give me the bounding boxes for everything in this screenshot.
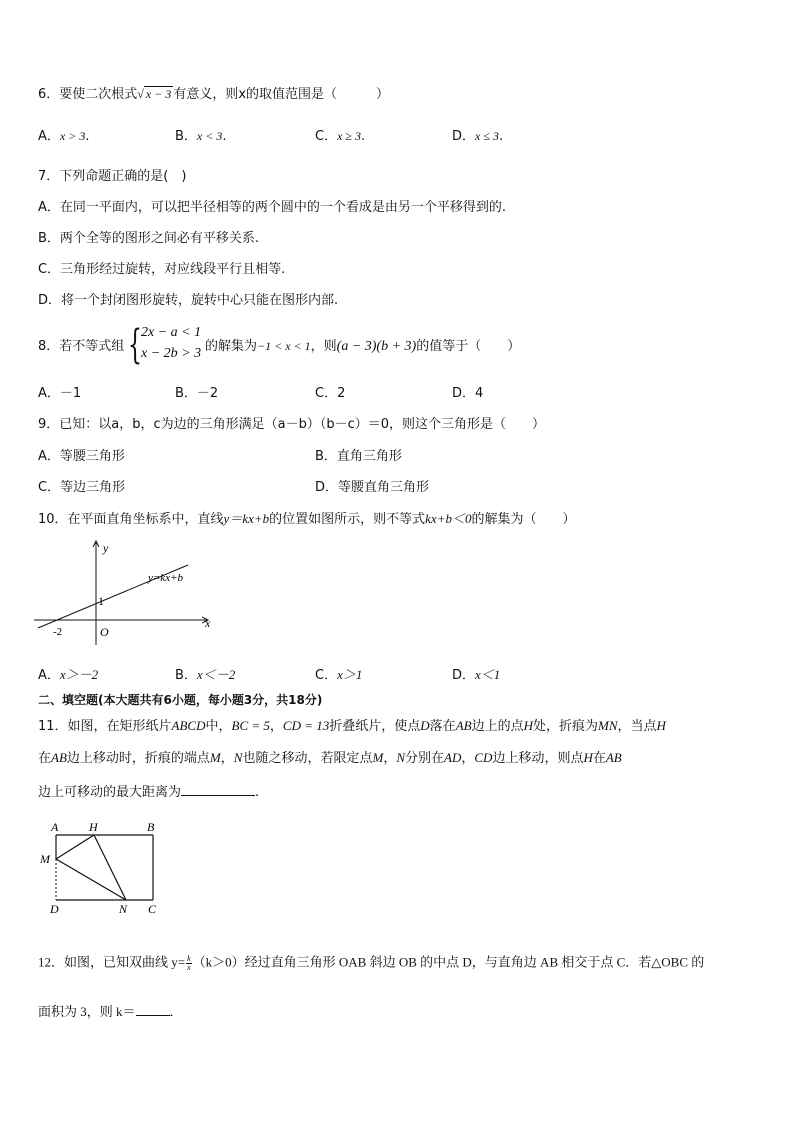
text: ， <box>461 751 475 766</box>
question-10-stem <box>38 512 576 526</box>
option-letter: A． <box>38 129 60 144</box>
q10-line-eq: y＝kx+b <box>223 511 270 526</box>
math: BC = 5 <box>231 718 270 733</box>
section-2-title: 二、填空题(本大题共有6小题，每小题3分，共18分) <box>38 693 323 707</box>
q8-option-c: C．2 <box>315 386 346 401</box>
y-axis-label: y <box>103 541 109 555</box>
text: ， <box>383 751 397 766</box>
q8-range: −1 < x < 1 <box>257 339 311 353</box>
option-math: x＜1 <box>475 667 501 682</box>
q12-line-1 <box>38 955 704 972</box>
math: CD <box>474 750 493 765</box>
option-tail: . <box>361 129 366 144</box>
origin-label: O <box>100 625 109 639</box>
text: 12．如图，已知双曲线 y= <box>38 954 186 970</box>
label-b: B <box>147 820 155 834</box>
q10-stem-pre: 10．在平面直角坐标系中，直线 <box>38 512 224 527</box>
q10-coordinate-figure <box>30 535 230 647</box>
q6-stem-pre: 6．要使二次根式 <box>38 87 138 102</box>
q8-brace: { <box>128 322 142 368</box>
q8-system-line-1: 2x − a < 1 <box>141 325 202 340</box>
text: 在 <box>592 751 606 766</box>
question-6 <box>38 88 389 108</box>
q7-option-b: B．两个全等的图形之间必有平移关系. <box>38 231 260 246</box>
text: （k＞0）经过直角三角形 OAB 斜边 OB 的中点 D，与直角边 AB 相交于点 C．若△OBC 的 <box>192 954 705 970</box>
q10-option-b <box>175 668 235 682</box>
q10-option-a <box>38 668 98 682</box>
option-math: x＞1 <box>337 667 363 682</box>
q6-stem-post: 有意义，则x的取值范围是（ ） <box>173 87 390 102</box>
q10-option-d <box>452 668 500 682</box>
text: . <box>255 785 260 800</box>
math: H <box>523 718 533 733</box>
text: ，当点 <box>617 719 657 734</box>
math: H <box>583 750 593 765</box>
q9-option-d: D．等腰直角三角形 <box>315 480 430 495</box>
fraction <box>186 955 192 972</box>
q8-option-a: A．－1 <box>38 386 82 401</box>
label-n: N <box>119 902 128 916</box>
q7-option-c: C．三角形经过旋转，对应线段平行且相等. <box>38 262 286 277</box>
option-letter: C． <box>315 668 338 683</box>
x-axis-label: x <box>205 616 211 630</box>
line-label: y=kx+b <box>148 572 183 584</box>
q11-line-3 <box>38 783 259 799</box>
math: M <box>209 750 221 765</box>
x-intercept-label: -2 <box>53 626 63 638</box>
text: ． <box>169 1004 183 1019</box>
text: 11．如图，在矩形纸片 <box>38 719 172 734</box>
math: AB <box>51 750 67 765</box>
math: M <box>372 750 384 765</box>
q6-option-b <box>175 130 227 143</box>
label-h: H <box>89 820 98 834</box>
q6-option-c <box>315 130 365 143</box>
answer-blank <box>136 1003 170 1016</box>
math: N <box>396 750 405 765</box>
option-math: x＞－2 <box>59 667 99 682</box>
question-7-stem: 7．下列命题正确的是( ) <box>38 169 187 184</box>
q9-option-b: B．直角三角形 <box>315 449 402 464</box>
option-tail: . <box>498 129 504 144</box>
q11-line-2 <box>38 751 622 765</box>
option-tail: . <box>222 129 227 144</box>
q6-sqrt: √ x − 3 <box>137 87 172 101</box>
answer-blank <box>181 783 255 796</box>
math: CD = 13 <box>282 718 330 733</box>
q8-stem-pre: 8．若不等式组 <box>38 339 125 354</box>
label-m: M <box>40 852 50 866</box>
math: N <box>233 750 243 765</box>
q6-radicand: x − 3 <box>145 87 172 101</box>
option-letter: D． <box>452 668 476 683</box>
q11-rectangle-figure <box>36 818 166 918</box>
math: H <box>656 718 666 733</box>
text: 分别在 <box>405 751 445 766</box>
option-letter: B． <box>175 668 197 683</box>
option-letter: A． <box>38 668 60 683</box>
math: MN <box>598 718 618 733</box>
option-tail: . <box>85 129 90 144</box>
option-letter: D． <box>452 129 476 144</box>
segment-mh <box>56 835 94 859</box>
q10-option-c <box>315 668 362 682</box>
text: 也随之移动，若限定点 <box>242 751 373 766</box>
text: ， <box>220 751 234 766</box>
q8-option-d: D．4 <box>452 386 484 401</box>
text: ， <box>269 719 283 734</box>
math: D <box>420 718 430 733</box>
option-math: x ≥ 3 <box>337 129 361 143</box>
label-a: A <box>51 820 59 834</box>
math: AB <box>605 750 622 765</box>
math: AB <box>455 718 472 733</box>
q12-line-2 <box>38 1003 183 1018</box>
option-letter: C． <box>315 129 338 144</box>
q9-option-c: C．等边三角形 <box>38 480 126 495</box>
option-letter: B． <box>175 129 197 144</box>
text: 边上移动，则点 <box>492 751 584 766</box>
text: 边上的点 <box>471 719 524 734</box>
q8-system-line-2: x − 2b > 3 <box>141 346 202 361</box>
text: 折叠纸片，使点 <box>329 719 421 734</box>
text: 落在 <box>429 719 456 734</box>
text: 处，折痕为 <box>532 719 598 734</box>
text: 面积为 3，则 k＝ <box>38 1004 136 1019</box>
q6-option-d <box>452 130 503 143</box>
q7-option-a: A．在同一平面内，可以把半径相等的两个圆中的一个看成是由另一个平移得到的. <box>38 200 507 215</box>
q10-inequality: kx+b＜0 <box>425 511 472 526</box>
text: 边上可移动的最大距离为 <box>38 785 182 800</box>
option-math: x < 3 <box>196 129 223 143</box>
math: AD <box>444 750 462 765</box>
q6-option-a <box>38 130 89 143</box>
text: 在 <box>38 751 52 766</box>
q10-stem-post: 的解集为（ ） <box>471 512 576 527</box>
label-c: C <box>148 902 157 916</box>
question-9-stem: 9．已知：以a，b，c为边的三角形满足（a－b）（b－c）＝0，则这个三角形是（ ） <box>38 417 546 432</box>
fraction-numerator: k <box>187 954 191 963</box>
label-d: D <box>50 902 59 916</box>
q8-mid-text: 的解集为 <box>205 339 258 354</box>
option-math: x > 3 <box>59 129 86 143</box>
y-intercept-label: 1 <box>98 594 104 608</box>
q8-expr: (a − 3)(b + 3) <box>336 339 417 354</box>
math: ABCD <box>171 718 206 733</box>
q8-option-b: B．－2 <box>175 386 219 401</box>
q9-option-a: A．等腰三角形 <box>38 449 125 464</box>
option-math: x＜－2 <box>196 667 236 682</box>
q11-line-1 <box>38 719 666 733</box>
q10-stem-mid: 的位置如图所示，则不等式 <box>269 512 426 527</box>
text: 边上移动时，折痕的端点 <box>66 751 210 766</box>
text: 中， <box>205 719 232 734</box>
q8-mid-text-2: ，则 <box>310 339 337 354</box>
q7-option-d: D．将一个封闭图形旋转，旋转中心只能在图形内部. <box>38 293 339 308</box>
option-math: x ≤ 3 <box>475 129 499 143</box>
q8-stem-post: 的值等于（ ） <box>416 339 521 354</box>
fraction-denominator: x <box>187 963 191 972</box>
q8-stem-mid <box>205 340 520 354</box>
